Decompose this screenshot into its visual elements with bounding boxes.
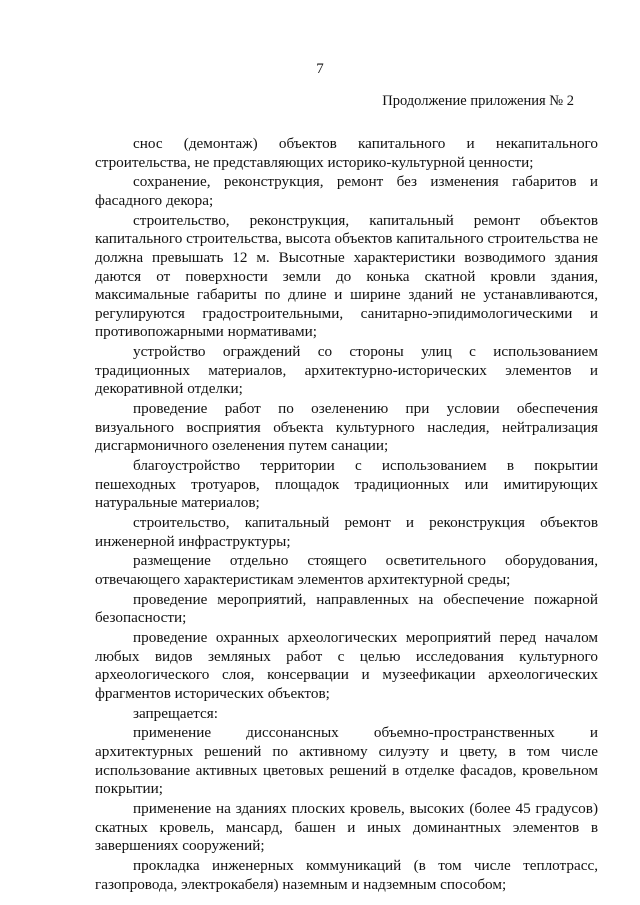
paragraph-prohibited-heading: запрещается: bbox=[133, 704, 218, 722]
paragraph-fire-safety: проведение мероприятий, направленных на обеспечение пожарной безопасности; bbox=[95, 590, 598, 627]
document-body bbox=[95, 135, 598, 895]
paragraph-landscaping: проведение работ по озеленению при условии обеспечения визуального восприятия объекта культурного наследия, нейтрализация дисгармоничного озеленения путем санации; bbox=[95, 400, 598, 455]
page-number: 7 bbox=[316, 61, 324, 77]
paragraph-construction-height: строительство, реконструкция, капитальный ремонт объектов капитального строительства, высота объектов капитального строительства не должна превышать 12 м. Высотные характеристики возводимого здания даются от поверхности земли до конька скатной кровли здания, максимальные габариты по длине и ширине зданий не устанавливаются, регулируются градостроительными, санитарно-эпидимологическими и противопожарными нормативами; bbox=[95, 211, 598, 341]
paragraph-infrastructure: строительство, капитальный ремонт и реконструкция объектов инженерной инфраструктуры; bbox=[95, 514, 598, 550]
paragraph-lighting: размещение отдельно стоящего осветительного оборудования, отвечающего характеристикам элементов архитектурной среды; bbox=[95, 552, 598, 588]
paragraph-dissonant-solutions: применение диссонансных объемно-пространственных и архитектурных решений по активному силуэту и цвету, в том числе использование активных цветовых решений в отделке фасадов, кровельном покрытии; bbox=[95, 724, 598, 798]
paragraph-archaeology: проведение охранных археологических мероприятий перед началом любых видов земляных работ с целью исследования культурного археологического слоя, консервации и музеефикации археологических фрагментов исторических объектов; bbox=[95, 629, 598, 702]
appendix-continuation-note: Продолжение приложения № 2 bbox=[382, 93, 574, 109]
paragraph-territory-improvement: благоустройство территории с использованием в покрытии пешеходных тротуаров, площадок традиционных или имитирующих натуральные материалов; bbox=[95, 457, 598, 512]
paragraph-demolition: снос (демонтаж) объектов капитального и некапитального строительства, не представляющих историко-культурной ценности; bbox=[95, 135, 598, 171]
paragraph-preservation: сохранение, реконструкция, ремонт без изменения габаритов и фасадного декора; bbox=[95, 173, 598, 209]
paragraph-fences: устройство ограждений со стороны улиц с использованием традиционных материалов, архитектурно-исторических элементов и декоративной отделки; bbox=[95, 343, 598, 398]
paragraph-utilities: прокладка инженерных коммуникаций (в том числе теплотрасс, газопровода, электрокабеля) наземным и надземным способом; bbox=[95, 857, 598, 893]
paragraph-roof-restrictions: применение на зданиях плоских кровель, высоких (более 45 градусов) скатных кровель, мансард, башен и иных доминантных элементов в завершениях сооружений; bbox=[95, 800, 598, 855]
